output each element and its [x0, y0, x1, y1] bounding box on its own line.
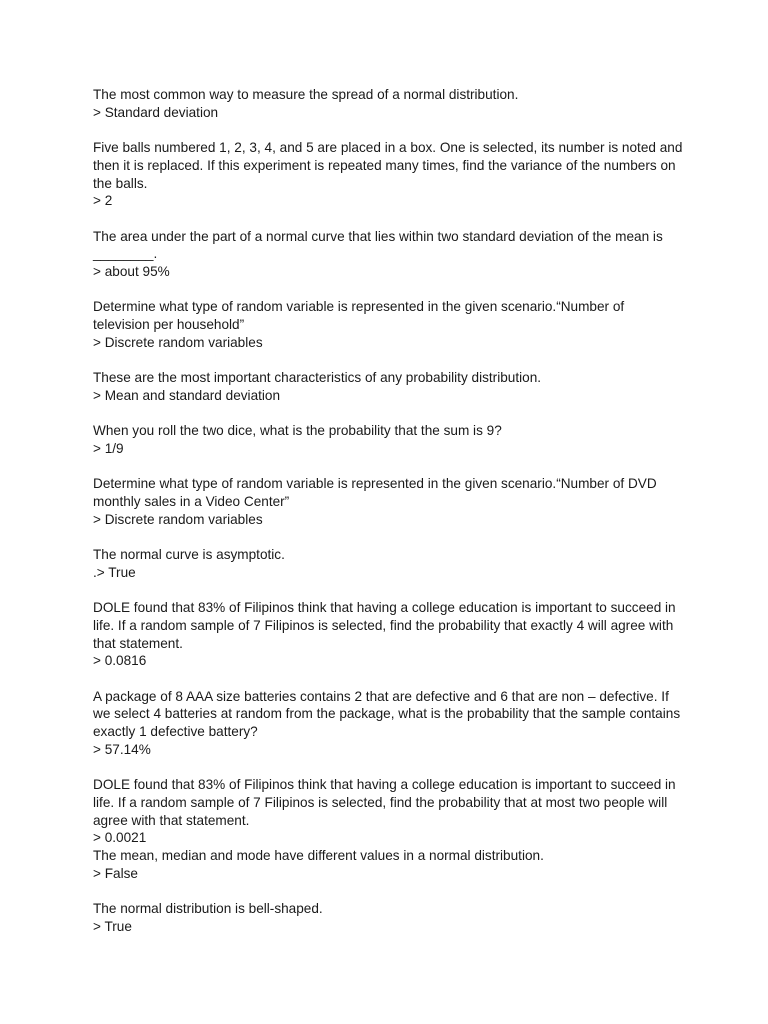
answer-text: > False [93, 865, 138, 881]
question-text: Five balls numbered 1, 2, 3, 4, and 5 are placed in a box. One is selected, its number is noted and then it is replaced. If this experiment is repeated many times, find the variance of the numbers on the balls. [93, 140, 683, 191]
question-text: The normal distribution is bell-shaped. [93, 901, 323, 917]
answer-text: > True [93, 918, 132, 934]
question-text: The normal curve is asymptotic. [93, 547, 285, 563]
answer-text: > 2 [93, 193, 113, 209]
question-text: Determine what type of random variable is represented in the given scenario.“Number of television per household” [93, 299, 625, 333]
answer-text: > 57.14% [93, 741, 151, 757]
answer-text: > Mean and standard deviation [93, 387, 281, 403]
answer-text: > 0.0816 [93, 653, 147, 669]
question-text: When you roll the two dice, what is the probability that the sum is 9? [93, 423, 502, 439]
qa-item-4 [93, 298, 683, 351]
qa-item-2 [93, 139, 683, 210]
question-text: Determine what type of random variable is represented in the given scenario.“Number of DVD monthly sales in a Video Center” [93, 476, 657, 510]
qa-item-3 [93, 228, 683, 281]
qa-item-8 [93, 546, 683, 581]
answer-text: > 0.0021 [93, 830, 147, 846]
qa-item-7 [93, 475, 683, 528]
answer-text: > Standard deviation [93, 104, 219, 120]
qa-item-13 [93, 900, 683, 935]
qa-item-11 [93, 776, 683, 847]
answer-text: .> True [93, 564, 136, 580]
question-text: DOLE found that 83% of Filipinos think that having a college education is important to succeed in life. If a random sample of 7 Filipinos is selected, find the probability that at most two people will agree with that statement. [93, 777, 676, 828]
question-text: These are the most important characteristics of any probability distribution. [93, 370, 542, 386]
qa-item-9 [93, 599, 683, 670]
qa-item-6 [93, 422, 683, 457]
answer-text: > Discrete random variables [93, 334, 263, 350]
question-text: A package of 8 AAA size batteries contains 2 that are defective and 6 that are non – defective. If we select 4 batteries at random from the package, what is the probability that the sample contains exactly 1 defective battery? [93, 688, 681, 740]
question-text: The most common way to measure the spread of a normal distribution. [93, 87, 519, 102]
question-text: The area under the part of a normal curve that lies within two standard deviation of the mean is ________. [93, 228, 663, 262]
qa-item-12 [93, 847, 683, 882]
document-page [93, 86, 683, 953]
question-text: DOLE found that 83% of Filipinos think that having a college education is important to succeed in life. If a random sample of 7 Filipinos is selected, find the probability that exactly 4 will agree with that statement. [93, 600, 676, 651]
qa-item-5 [93, 369, 683, 404]
answer-text: > Discrete random variables [93, 511, 263, 527]
question-text: The mean, median and mode have different values in a normal distribution. [93, 848, 544, 864]
qa-item-1 [93, 86, 683, 121]
answer-text: > 1/9 [93, 440, 124, 456]
qa-item-10 [93, 688, 683, 759]
answer-text: > about 95% [93, 264, 170, 279]
